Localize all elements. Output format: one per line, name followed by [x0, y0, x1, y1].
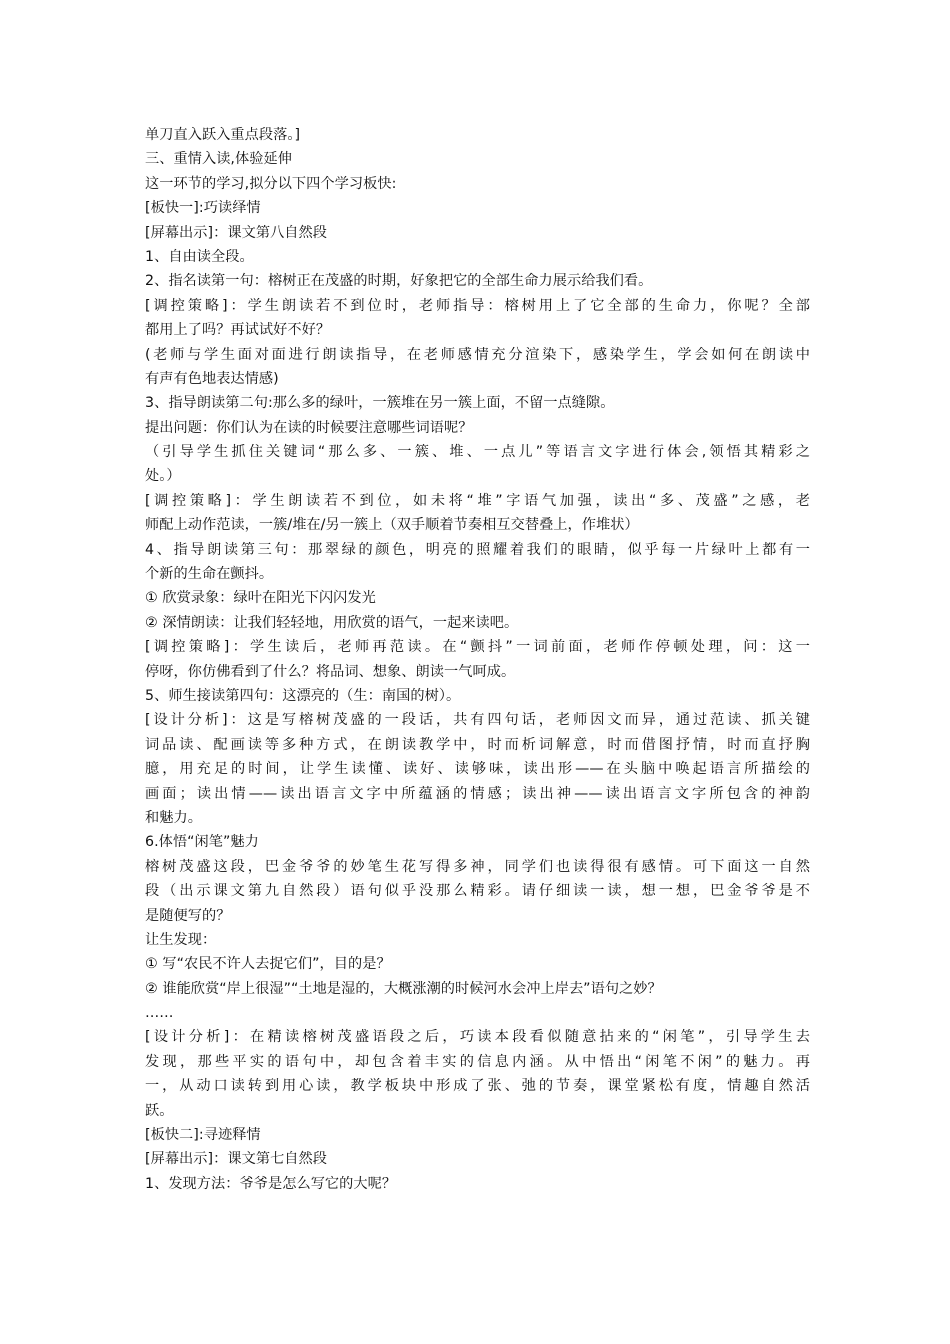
text-line: [板快二]:寻迹释情 [145, 1127, 261, 1144]
text-line: 和魅力。 [145, 809, 202, 826]
text-line: 榕树茂盛这段，巴金爷爷的妙笔生花写得多神，同学们也读得很有感情。可下面这一自然 [145, 858, 810, 875]
text-line: 5、师生接读第四句：这漂亮的（生：南国的树）。 [145, 687, 461, 704]
text-line: 4、指导朗读第三句：那翠绿的颜色，明亮的照耀着我们的眼睛，似乎每一片绿叶上都有一 [145, 541, 810, 558]
text-line: [设计分析]：在精读榕树茂盛语段之后，巧读本段看似随意拈来的“闲笔”，引导学生去 [145, 1029, 810, 1046]
text-line: 词品读、配画读等多种方式，在朗读教学中，时而析词解意，时而借图抒情，时而直抒胸 [145, 736, 810, 753]
text-line: ② 谁能欣赏“岸上很湿”“土地是湿的，大概涨潮的时候河水会冲上岸去”语句之妙？ [145, 980, 662, 997]
text-line: 2、指名读第一句：榕树正在茂盛的时期，好象把它的全部生命力展示给我们看。 [145, 273, 653, 290]
text-line: 跃。 [145, 1102, 174, 1119]
text-line: 臆，用充足的时间，让学生读懂、读好、读够味，读出形——在头脑中唤起语言所描绘的 [145, 761, 810, 778]
text-line: …… [145, 1005, 174, 1022]
text-line: 单刀直入跃入重点段落。] [145, 127, 301, 143]
text-line: 段（出示课文第九自然段）语句似乎没那么精彩。请仔细读一读，想一想，巴金爷爷是不 [145, 883, 810, 900]
text-line: [屏幕出示]：课文第八自然段 [145, 224, 328, 241]
text-line: 这一环节的学习,拟分以下四个学习板快: [145, 175, 397, 192]
text-line: [板快一]:巧读绎情 [145, 200, 261, 217]
text-line: 都用上了吗？再试试好不好？ [145, 322, 331, 339]
text-line: 有声有色地表达情感) [145, 370, 279, 387]
text-line: 一，从动口读转到用心读，教学板块中形成了张、弛的节奏，课堂紧松有度，情趣自然活 [145, 1078, 810, 1095]
text-line: 三、重情入读,体验延伸 [145, 151, 292, 168]
text-line: 1、发现方法：爷爷是怎么写它的大呢？ [145, 1175, 397, 1192]
text-line: 发现，那些平实的语句中，却包含着丰实的信息内涵。从中悟出“闲笔不闲”的魅力。再 [145, 1053, 810, 1070]
text-line: [屏幕出示]：课文第七自然段 [145, 1151, 328, 1168]
text-line: ① 欣赏录象：绿叶在阳光下闪闪发光 [145, 590, 376, 607]
text-line: （引导学生抓住关键词“那么多、一簇、堆、一点儿”等语言文字进行体会,领悟其精彩之 [145, 444, 810, 461]
text-line: 6.体悟“闲笔”魅力 [145, 834, 259, 851]
text-line: 个新的生命在颤抖。 [145, 566, 274, 583]
text-line: (老师与学生面对面进行朗读指导，在老师感情充分渲染下，感染学生，学会如何在朗读中 [145, 346, 810, 363]
text-line: [设计分析]：这是写榕树茂盛的一段话，共有四句话，老师因文而异，通过范读、抓关键 [145, 712, 810, 729]
text-line: [调控策略]：学生朗读若不到位，如未将“堆”字语气加强，读出“多、茂盛”之感，老 [145, 492, 810, 509]
document-page [145, 123, 810, 1196]
text-line: 处。） [145, 468, 181, 485]
text-line: ① 写“农民不许人去捉它们”，目的是？ [145, 956, 391, 973]
text-line: 师配上动作范读，一簇/堆在/另一簇上（双手顺着节奏相互交替叠上，作堆状） [145, 517, 639, 534]
text-line: 是随便写的？ [145, 907, 231, 924]
text-line: 提出问题：你们认为在读的时候要注意哪些词语呢？ [145, 419, 473, 436]
text-line: [调控策略]：学生读后，老师再范读。在“颤抖”一词前面，老师作停顿处理，问：这一 [145, 639, 810, 656]
text-line: 画面；读出情——读出语言文字中所蕴涵的情感；读出神——读出语言文字所包含的神韵 [145, 785, 810, 802]
text-line: ② 深情朗读：让我们轻轻地，用欣赏的语气，一起来读吧。 [145, 614, 519, 631]
text-line: 1、自由读全段。 [145, 248, 254, 265]
text-line: 停呀，你仿佛看到了什么？将品词、想象、朗读一气呵成。 [145, 663, 516, 680]
text-line: 3、指导朗读第二句:那么多的绿叶，一簇堆在另一簇上面，不留一点缝隙。 [145, 395, 615, 412]
text-line: 让生发现： [145, 931, 217, 948]
text-line: [调控策略]：学生朗读若不到位时，老师指导：榕树用上了它全部的生命力，你呢？全部 [145, 297, 810, 314]
